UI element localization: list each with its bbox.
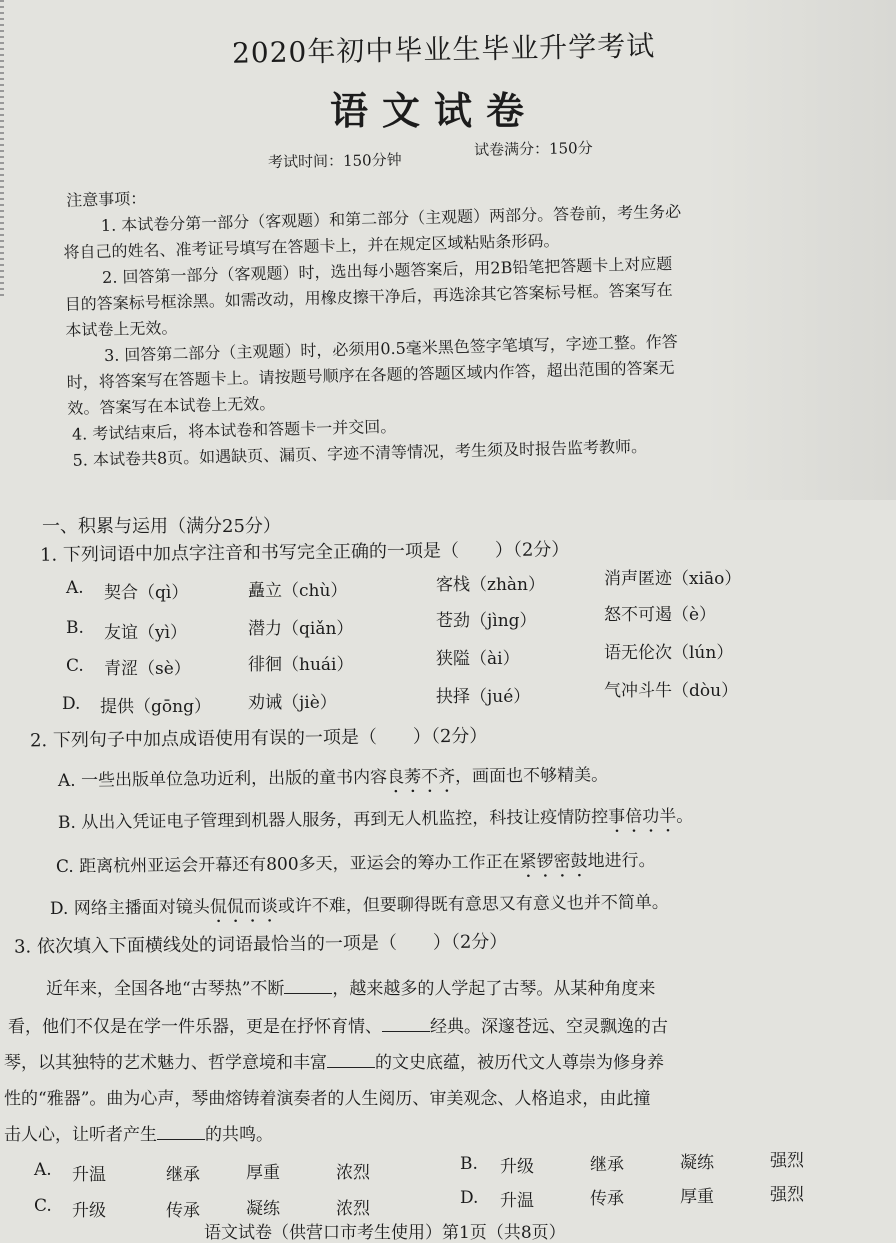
option-word: 强烈 [770,1151,804,1171]
exam-time: 考试时间：150分钟 [267,150,402,172]
notice-line: 3. 回答第二部分（主观题）时，必须用0.5毫米黑色签字笔填写，字迹工整。作答 [103,331,678,365]
option-word: 传承 [590,1189,624,1209]
answer-blank [382,1013,430,1032]
option-letter: D. [49,898,69,919]
notice-line: 时，将答案写在答题卡上。请按题号顺序在各题的答题区域内作答，超出范围的答案无 [66,358,675,392]
option-text: 。 [676,806,694,827]
exam-score: 试卷满分：150分 [473,138,593,160]
dotted-idiom: 事倍功半 [608,806,677,828]
option-letter: D. [460,1188,479,1208]
page-edge-marks [0,0,4,300]
option-word: 劝诫（jiè） [248,693,337,713]
passage-line: 击人心，让听者产生 的共鸣。 [4,1120,273,1145]
option-letter: C. [55,856,74,877]
option-letter: D. [62,694,81,714]
notice-line: 目的答案标号框涂黑。如需改动，用橡皮擦干净后，再选涂其它答案标号框。答案写在 [64,280,673,314]
option-text: 网络主播面对镜头 [73,897,210,919]
bleed-shadow [706,0,896,500]
option-text: 从出入凭证电子管理到机器人服务，再到无人机监控，科技让疫情防控 [81,807,609,833]
notice-heading: 注意事项： [66,188,147,210]
option-text: 一些出版单位急功近利，出版的童书内容 [80,767,388,791]
option-letter: B. [460,1154,478,1174]
notice-line: 将自己的姓名、准考证号填写在答题卡上，并在规定区域粘贴条形码。 [63,230,560,262]
exam-title: 2020年初中毕业生毕业升学考试 [231,29,656,70]
question-1-stem: 1. 下列词语中加点字注音和书写完全正确的一项是（ ）（2分） [39,539,570,566]
option-word: 厚重 [680,1187,714,1207]
subject-title: 语文试卷 [330,88,539,133]
option-word: 凝练 [680,1153,714,1173]
option-letter: A. [34,1160,52,1180]
option-letter: A. [57,770,76,791]
option-word: 徘徊（huái） [248,655,354,675]
question-2-option-d [50,888,669,929]
option-word: 客栈（zhàn） [436,575,545,595]
option-word: 抉择（jué） [436,687,531,707]
option-word: 传承 [166,1201,200,1221]
option-letter: B. [66,618,84,638]
notice-line: 效。答案写在本试卷上无效。 [67,393,276,418]
option-word: 浓烈 [336,1163,370,1183]
question-2-option-c [56,846,656,887]
notice-line: 2. 回答第一部分（客观题）时，选出每小题答案后，用2B铅笔把答题卡上对应题 [101,254,673,287]
option-word: 升温 [500,1191,534,1211]
answer-blank [284,975,332,994]
option-word: 消声匿迹（xiāo） [604,569,742,589]
option-text: 或许不难，但要聊得既有意思又有意义也并不简单。 [277,892,669,917]
question-2-stem: 2. 下列句子中加点成语使用有误的一项是（ ）（2分） [29,725,488,752]
answer-blank [327,1049,375,1068]
question-2-option-a [58,760,608,801]
option-word: 继承 [166,1165,200,1185]
notice-line: 5. 本试卷共8页。如遇缺页、漏页、字迹不清等情况，考生须及时报告监考教师。 [72,436,648,470]
option-letter: C. [66,656,84,676]
option-text: 地进行。 [587,850,656,872]
dotted-idiom: 良莠不齐 [386,766,456,788]
option-word: 厚重 [246,1163,280,1183]
section-heading: 一、积累与运用（满分25分） [42,516,281,537]
option-text: 距离杭州亚运会开幕还有800多天，亚运会的筹办工作正在 [79,852,520,877]
option-word: 苍劲（jìng） [436,611,537,631]
option-word: 语无伦次（lún） [604,643,734,663]
option-word: 气冲斗牛（dòu） [604,681,739,701]
option-word: 提供（gōng） [100,697,211,717]
question-2-option-b [58,801,694,843]
dotted-idiom: 侃侃而谈 [209,896,278,918]
option-word: 凝练 [246,1199,280,1219]
option-text: ，画面也不够精美。 [454,765,609,787]
passage-line: 看，他们不仅是在学一件乐器，更是在抒怀育情、 经典。深邃苍远、空灵飘逸的古 [8,1012,668,1037]
option-word: 浓烈 [336,1199,370,1219]
option-word: 升级 [72,1201,106,1221]
dotted-idiom: 紧锣密鼓 [519,851,588,873]
option-word: 强烈 [770,1185,804,1205]
option-letter: B. [57,812,76,833]
notice-line: 本试卷上无效。 [65,318,178,340]
option-word: 继承 [590,1155,624,1175]
option-word: 升级 [500,1157,534,1177]
option-word: 青涩（sè） [104,659,191,679]
answer-blank [157,1121,205,1140]
option-word: 友谊（yì） [104,623,188,643]
option-word: 契合（qì） [104,583,189,603]
notice-line: 4. 考试结束后，将本试卷和答题卡一并交回。 [71,416,397,444]
option-word: 矗立（chù） [248,581,348,601]
option-word: 怒不可遏（è） [604,605,717,625]
page-footer: 语文试卷（供营口市考生使用）第1页（共8页） [204,1223,566,1243]
passage-line: 琴，以其独特的艺术魅力、哲学意境和丰富 的文史底蕴，被历代文人尊崇为修身养 [4,1048,664,1073]
option-letter: A. [66,578,84,598]
notice-line: 1. 本试卷分第一部分（客观题）和第二部分（主观题）两部分。答卷前，考生务必 [100,201,682,236]
option-word: 狭隘（ài） [436,649,520,669]
passage-line: 性的“雅器”。曲为心声，琴曲熔铸着演奏者的人生阅历、审美观念、人格追求，由此撞 [4,1089,651,1109]
question-3-stem: 3. 依次填入下面横线处的词语最恰当的一项是（ ）（2分） [13,931,508,958]
option-word: 升温 [72,1165,106,1185]
option-word: 潜力（qiǎn） [248,619,354,639]
passage-line: 近年来，全国各地“古琴热”不断 ，越来越多的人学起了古琴。从某种角度来 [46,974,655,999]
option-letter: C. [34,1196,52,1216]
